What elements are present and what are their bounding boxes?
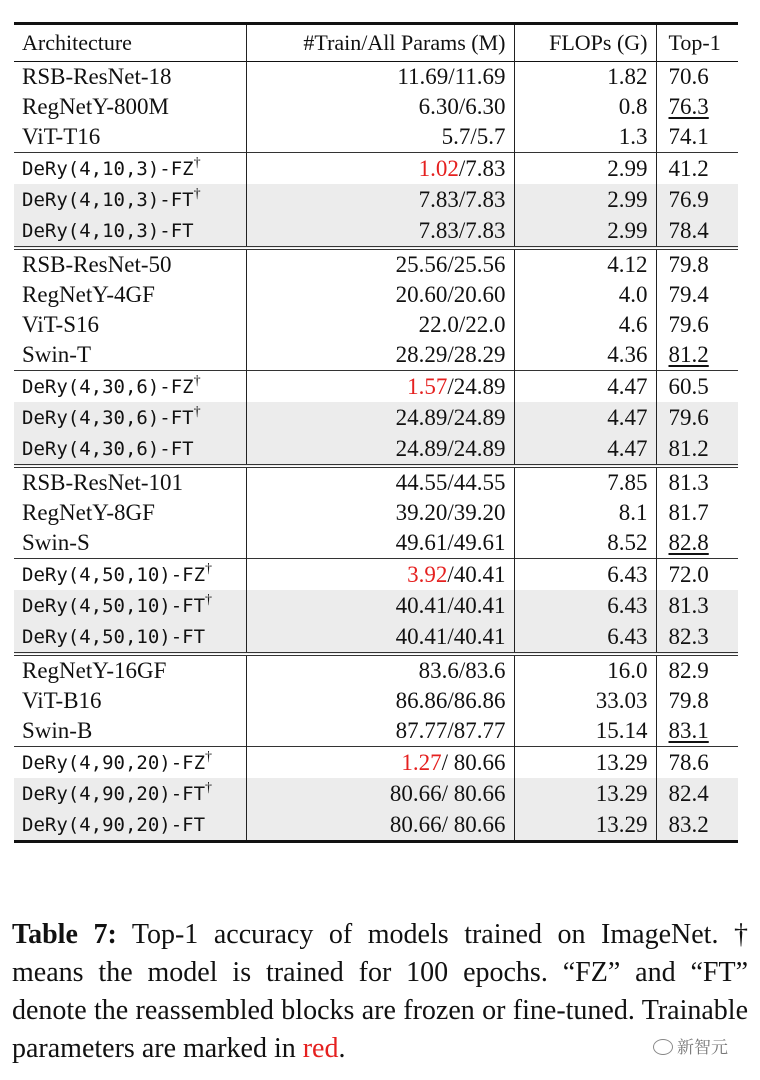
cell-architecture: RSB-ResNet-50 bbox=[14, 248, 246, 280]
top1-value: 74.1 bbox=[668, 124, 709, 149]
cell-flops: 4.36 bbox=[514, 340, 656, 371]
cell-params: 86.86/86.86 bbox=[246, 686, 514, 716]
cell-top1: 72.0 bbox=[656, 559, 738, 591]
cell-top1 bbox=[656, 498, 738, 528]
table-row bbox=[14, 310, 738, 340]
table-row-dery bbox=[14, 402, 738, 433]
results-table bbox=[14, 22, 738, 843]
cell-flops: 1.3 bbox=[514, 122, 656, 153]
cell-architecture bbox=[14, 153, 246, 185]
table-row bbox=[14, 340, 738, 371]
cell-top1 bbox=[656, 122, 738, 153]
table-row-dery bbox=[14, 809, 738, 842]
dery-arch-name: DeRy(4,90,20)-FZ bbox=[22, 752, 206, 774]
table-row-dery bbox=[14, 184, 738, 215]
dery-arch-name: DeRy(4,50,10)-FT bbox=[22, 626, 206, 648]
cell-top1 bbox=[656, 248, 738, 280]
cell-flops: 4.47 bbox=[514, 371, 656, 403]
caption-text: Top-1 accuracy of models trained on ImageNet. † means the model is trained for 100 epochs. “FZ” and “FT” denote the reassembled blocks are frozen or fine-tuned. Trainable parameters are marked in bbox=[12, 919, 749, 1064]
dery-arch-name: DeRy(4,90,20)-FT bbox=[22, 783, 206, 805]
dagger-mark: † bbox=[193, 186, 201, 202]
trainable-params-red: 1.57 bbox=[407, 373, 448, 399]
cell-params bbox=[246, 559, 514, 591]
cell-params: 11.69/11.69 bbox=[246, 62, 514, 93]
cell-params: 7.83/7.83 bbox=[246, 184, 514, 215]
dagger-mark: † bbox=[205, 561, 213, 577]
cell-top1 bbox=[656, 280, 738, 310]
all-params: /24.89 bbox=[447, 373, 506, 399]
cell-architecture bbox=[14, 402, 246, 433]
cell-params: 39.20/39.20 bbox=[246, 498, 514, 528]
cell-params: 80.66/ 80.66 bbox=[246, 809, 514, 842]
watermark-text: 新智元 bbox=[677, 1038, 728, 1058]
cell-flops: 16.0 bbox=[514, 654, 656, 686]
watermark bbox=[649, 1033, 732, 1058]
cell-params: 80.66/ 80.66 bbox=[246, 778, 514, 809]
cell-params: 5.7/5.7 bbox=[246, 122, 514, 153]
cell-architecture: ViT-B16 bbox=[14, 686, 246, 716]
cell-architecture bbox=[14, 433, 246, 466]
cell-architecture: ViT-T16 bbox=[14, 122, 246, 153]
cell-top1 bbox=[656, 654, 738, 686]
cell-architecture bbox=[14, 215, 246, 248]
cell-top1 bbox=[656, 62, 738, 93]
cell-params: 83.6/83.6 bbox=[246, 654, 514, 686]
cell-architecture bbox=[14, 747, 246, 779]
top1-value: 70.6 bbox=[668, 64, 709, 89]
dagger-mark: † bbox=[205, 592, 213, 608]
cell-architecture bbox=[14, 621, 246, 654]
cell-flops: 2.99 bbox=[514, 184, 656, 215]
cell-flops: 13.29 bbox=[514, 809, 656, 842]
results-table-container bbox=[14, 22, 738, 843]
cell-top1: 81.3 bbox=[656, 590, 738, 621]
top1-value: 83.1 bbox=[668, 718, 709, 743]
cell-top1 bbox=[656, 528, 738, 559]
dery-arch-name: DeRy(4,10,3)-FT bbox=[22, 220, 194, 242]
top1-value: 81.2 bbox=[668, 342, 709, 367]
cell-architecture: ViT-S16 bbox=[14, 310, 246, 340]
table-row bbox=[14, 686, 738, 716]
dagger-mark: † bbox=[193, 404, 201, 420]
cell-top1: 76.9 bbox=[656, 184, 738, 215]
cell-flops: 13.29 bbox=[514, 747, 656, 779]
cell-architecture: Swin-B bbox=[14, 716, 246, 747]
top1-value: 76.3 bbox=[668, 94, 709, 119]
table-caption bbox=[12, 916, 748, 1068]
cell-params: 49.61/49.61 bbox=[246, 528, 514, 559]
cell-flops: 0.8 bbox=[514, 92, 656, 122]
top1-value: 81.7 bbox=[668, 500, 709, 525]
cell-architecture bbox=[14, 371, 246, 403]
cell-top1: 82.3 bbox=[656, 621, 738, 654]
top1-value: 82.9 bbox=[668, 658, 709, 683]
dagger-mark: † bbox=[205, 749, 213, 765]
cell-top1 bbox=[656, 340, 738, 371]
table-row bbox=[14, 716, 738, 747]
cell-flops: 2.99 bbox=[514, 215, 656, 248]
cell-flops: 8.52 bbox=[514, 528, 656, 559]
cell-architecture: RegNetY-800M bbox=[14, 92, 246, 122]
cell-top1: 83.2 bbox=[656, 809, 738, 842]
cell-top1: 79.6 bbox=[656, 402, 738, 433]
cell-flops: 7.85 bbox=[514, 466, 656, 498]
table-row bbox=[14, 654, 738, 686]
caption-label: Table 7: bbox=[12, 919, 117, 950]
cell-params: 20.60/20.60 bbox=[246, 280, 514, 310]
cell-params: 87.77/87.77 bbox=[246, 716, 514, 747]
cell-params: 7.83/7.83 bbox=[246, 215, 514, 248]
cell-top1: 78.6 bbox=[656, 747, 738, 779]
cell-params: 28.29/28.29 bbox=[246, 340, 514, 371]
dery-arch-name: DeRy(4,30,6)-FZ bbox=[22, 376, 194, 398]
dery-arch-name: DeRy(4,10,3)-FZ bbox=[22, 158, 194, 180]
cell-flops: 8.1 bbox=[514, 498, 656, 528]
cell-top1: 82.4 bbox=[656, 778, 738, 809]
top1-value: 79.8 bbox=[668, 688, 709, 713]
top1-value: 79.8 bbox=[668, 252, 709, 277]
cell-top1: 78.4 bbox=[656, 215, 738, 248]
table-row-dery bbox=[14, 371, 738, 403]
table-row bbox=[14, 92, 738, 122]
top1-value: 79.4 bbox=[668, 282, 709, 307]
all-params: /7.83 bbox=[458, 155, 506, 181]
dery-arch-name: DeRy(4,30,6)-FT bbox=[22, 407, 194, 429]
cell-params: 25.56/25.56 bbox=[246, 248, 514, 280]
cell-architecture bbox=[14, 559, 246, 591]
all-params: / 80.66 bbox=[441, 749, 506, 775]
dagger-mark: † bbox=[193, 373, 201, 389]
cell-flops: 13.29 bbox=[514, 778, 656, 809]
cell-flops: 6.43 bbox=[514, 559, 656, 591]
cell-architecture bbox=[14, 184, 246, 215]
table-row bbox=[14, 248, 738, 280]
cell-flops: 33.03 bbox=[514, 686, 656, 716]
cell-top1: 60.5 bbox=[656, 371, 738, 403]
table-row-dery bbox=[14, 747, 738, 779]
header-flops: FLOPs (G) bbox=[514, 24, 656, 62]
cell-architecture: RSB-ResNet-18 bbox=[14, 62, 246, 93]
cell-params: 24.89/24.89 bbox=[246, 433, 514, 466]
cell-top1 bbox=[656, 310, 738, 340]
trainable-params-red: 1.27 bbox=[401, 749, 442, 775]
cell-architecture: RegNetY-4GF bbox=[14, 280, 246, 310]
cell-flops: 2.99 bbox=[514, 153, 656, 185]
dery-arch-name: DeRy(4,90,20)-FT bbox=[22, 814, 206, 836]
table-row-dery bbox=[14, 778, 738, 809]
table-row bbox=[14, 122, 738, 153]
cell-top1 bbox=[656, 716, 738, 747]
cell-flops: 4.6 bbox=[514, 310, 656, 340]
cell-flops: 15.14 bbox=[514, 716, 656, 747]
cell-params: 6.30/6.30 bbox=[246, 92, 514, 122]
cell-params bbox=[246, 371, 514, 403]
cell-top1 bbox=[656, 92, 738, 122]
cell-params: 22.0/22.0 bbox=[246, 310, 514, 340]
table-header-row bbox=[14, 24, 738, 62]
cell-flops: 6.43 bbox=[514, 621, 656, 654]
table-row-dery bbox=[14, 559, 738, 591]
trainable-params-red: 3.92 bbox=[407, 561, 448, 587]
header-top1: Top-1 bbox=[668, 30, 721, 55]
dery-arch-name: DeRy(4,50,10)-FT bbox=[22, 595, 206, 617]
cell-architecture: RSB-ResNet-101 bbox=[14, 466, 246, 498]
header-params: #Train/All Params (M) bbox=[246, 24, 514, 62]
cell-params: 24.89/24.89 bbox=[246, 402, 514, 433]
cell-top1: 81.2 bbox=[656, 433, 738, 466]
dery-arch-name: DeRy(4,30,6)-FT bbox=[22, 438, 194, 460]
table-row-dery bbox=[14, 215, 738, 248]
caption-red-word: red bbox=[302, 1033, 339, 1064]
table-row bbox=[14, 498, 738, 528]
table-row bbox=[14, 528, 738, 559]
cell-flops: 4.47 bbox=[514, 402, 656, 433]
cell-architecture bbox=[14, 590, 246, 621]
header-architecture: Architecture bbox=[14, 24, 246, 62]
top1-value: 82.8 bbox=[668, 530, 709, 555]
table-body bbox=[14, 62, 738, 842]
cell-architecture: RegNetY-8GF bbox=[14, 498, 246, 528]
cell-top1 bbox=[656, 686, 738, 716]
wechat-icon bbox=[653, 1039, 673, 1055]
table-row bbox=[14, 466, 738, 498]
cell-params bbox=[246, 153, 514, 185]
table-row-dery bbox=[14, 621, 738, 654]
table-row bbox=[14, 280, 738, 310]
table-row-dery bbox=[14, 153, 738, 185]
dery-arch-name: DeRy(4,50,10)-FZ bbox=[22, 564, 206, 586]
cell-params: 40.41/40.41 bbox=[246, 590, 514, 621]
cell-flops: 1.82 bbox=[514, 62, 656, 93]
cell-flops: 6.43 bbox=[514, 590, 656, 621]
dagger-mark: † bbox=[193, 155, 201, 171]
cell-architecture: Swin-S bbox=[14, 528, 246, 559]
cell-architecture: Swin-T bbox=[14, 340, 246, 371]
cell-architecture bbox=[14, 809, 246, 842]
top1-value: 79.6 bbox=[668, 312, 709, 337]
cell-top1: 41.2 bbox=[656, 153, 738, 185]
cell-top1 bbox=[656, 466, 738, 498]
top1-value: 81.3 bbox=[668, 470, 709, 495]
cell-params: 44.55/44.55 bbox=[246, 466, 514, 498]
table-row-dery bbox=[14, 590, 738, 621]
table-row-dery bbox=[14, 433, 738, 466]
table-row bbox=[14, 62, 738, 93]
all-params: /40.41 bbox=[447, 561, 506, 587]
cell-flops: 4.47 bbox=[514, 433, 656, 466]
caption-end: . bbox=[338, 1033, 346, 1064]
cell-flops: 4.12 bbox=[514, 248, 656, 280]
cell-params bbox=[246, 747, 514, 779]
cell-architecture: RegNetY-16GF bbox=[14, 654, 246, 686]
cell-params: 40.41/40.41 bbox=[246, 621, 514, 654]
cell-flops: 4.0 bbox=[514, 280, 656, 310]
cell-architecture bbox=[14, 778, 246, 809]
dery-arch-name: DeRy(4,10,3)-FT bbox=[22, 189, 194, 211]
trainable-params-red: 1.02 bbox=[418, 155, 459, 181]
dagger-mark: † bbox=[205, 780, 213, 796]
